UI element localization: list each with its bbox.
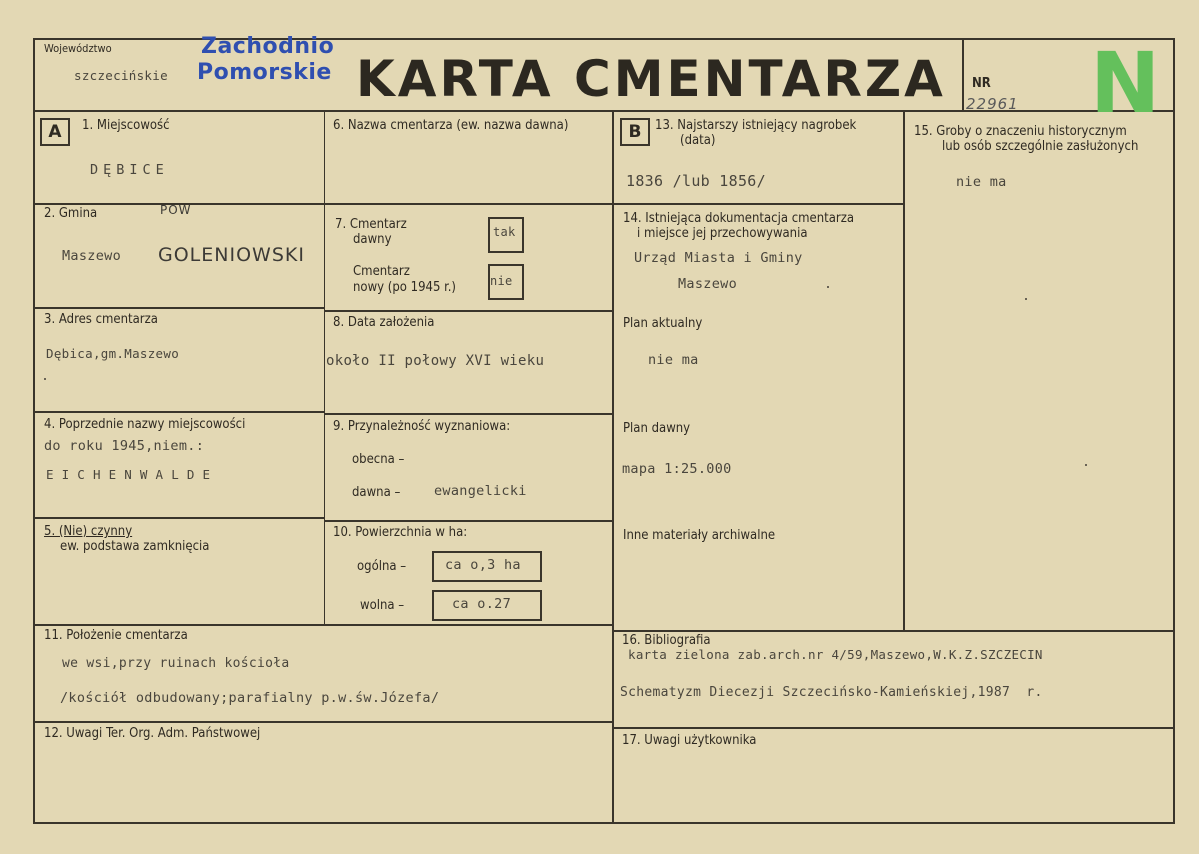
rule-lower-1 bbox=[35, 624, 614, 626]
field-14-value-line1: Urząd Miasta i Gminy bbox=[634, 250, 803, 266]
frame-bottom bbox=[33, 822, 1175, 824]
frame-right bbox=[1173, 38, 1175, 824]
section-b-mark: B bbox=[620, 118, 650, 146]
field-8-label: 8. Data założenia bbox=[333, 315, 435, 330]
field-11-value-line2: /kościół odbudowany;parafialny p.w.św.Józefa/ bbox=[60, 690, 440, 706]
field-8-value: około II połowy XVI wieku bbox=[326, 353, 545, 369]
col-divider-3 bbox=[903, 112, 905, 630]
field-6-label: 6. Nazwa cmentarza (ew. nazwa dawna) bbox=[333, 118, 569, 133]
rule-lower-1b bbox=[614, 630, 1175, 632]
field-14-label-line1: 14. Istniejąca dokumentacja cmentarza bbox=[623, 211, 854, 226]
field-5-label-line1: 5. (Nie) czynny bbox=[44, 524, 133, 539]
field-10-ogolna-label: ogólna – bbox=[357, 559, 407, 574]
stamp-zachodnio: Zachodnio bbox=[201, 34, 335, 59]
field-16-value-line1: karta zielona zab.arch.nr 4/59,Maszewo,W.K.Z.SZCZECIN bbox=[628, 647, 1043, 662]
field-10-ogolna-value: ca o,3 ha bbox=[445, 557, 521, 573]
field-2-annotation: POW bbox=[160, 203, 192, 217]
inne-materialy-label: Inne materiały archiwalne bbox=[623, 528, 776, 543]
field-4-value-line2: E I C H E N W A L D E bbox=[46, 467, 211, 482]
field-7b-value: nie bbox=[490, 274, 513, 288]
plan-dawny-value: mapa 1:25.000 bbox=[622, 461, 732, 477]
field-14-label-line2: i miejsce jej przechowywania bbox=[637, 226, 808, 241]
rule-left-2 bbox=[35, 307, 325, 309]
field-2-value: Maszewo bbox=[62, 248, 121, 264]
field-13-value: 1836 /lub 1856/ bbox=[626, 172, 766, 190]
rule-mid-3 bbox=[325, 413, 613, 415]
rule-left-3 bbox=[35, 411, 325, 413]
field-11-value-line1: we wsi,przy ruinach kościoła bbox=[62, 656, 290, 671]
rule-mid-1 bbox=[325, 203, 613, 205]
rule-mid-4 bbox=[325, 520, 613, 522]
field-15-label-line1: 15. Groby o znaczeniu historycznym bbox=[914, 124, 1127, 139]
field-5-label-line2: ew. podstawa zamknięcia bbox=[60, 539, 210, 554]
field-17-label: 17. Uwagi użytkownika bbox=[622, 733, 757, 748]
green-letter-stamp: N bbox=[1090, 34, 1161, 132]
field-10-wolna-value: ca o.27 bbox=[452, 596, 511, 612]
field-12-label: 12. Uwagi Ter. Org. Adm. Państwowej bbox=[44, 726, 261, 741]
field-1-value: DĘBICE bbox=[90, 162, 169, 178]
rule-lower-2b bbox=[614, 727, 1175, 729]
plan-dawny-label: Plan dawny bbox=[623, 421, 691, 436]
field-7a-value: tak bbox=[493, 225, 516, 239]
field-2-handwritten: GOLENIOWSKI bbox=[158, 244, 305, 266]
field-7b-label-line1: Cmentarz bbox=[353, 264, 410, 279]
field-9-dawna-value: ewangelicki bbox=[434, 483, 527, 499]
field-7a-label-line2: dawny bbox=[353, 232, 392, 247]
field-1-label: 1. Miejscowość bbox=[82, 118, 170, 133]
card-title: KARTA CMENTARZA bbox=[356, 50, 946, 108]
wojewodztwo-label: Województwo bbox=[44, 42, 112, 55]
rule-mid-2 bbox=[325, 310, 613, 312]
field-16-value-line2: Schematyzm Diecezji Szczecińsko-Kamieńskiej,1987 r. bbox=[620, 685, 1043, 700]
rule-left-4 bbox=[35, 517, 325, 519]
paper-speck bbox=[1025, 298, 1027, 300]
plan-aktualny-value: nie ma bbox=[648, 352, 699, 368]
col-divider-1 bbox=[324, 112, 325, 624]
rule-lower-2 bbox=[35, 721, 614, 723]
field-9-dawna-label: dawna – bbox=[352, 485, 401, 500]
paper-speck bbox=[44, 378, 46, 380]
field-10-wolna-label: wolna – bbox=[360, 598, 405, 613]
paper-speck bbox=[1085, 464, 1087, 466]
wojewodztwo-typed: szczecińskie bbox=[74, 68, 168, 83]
field-13-label-line2: (data) bbox=[680, 133, 716, 148]
field-4-label: 4. Poprzednie nazwy miejscowości bbox=[44, 417, 246, 432]
field-13-label-line1: 13. Najstarszy istniejący nagrobek bbox=[655, 118, 857, 133]
stamp-pomorskie: Pomorskie bbox=[197, 60, 332, 85]
col-divider-2 bbox=[612, 112, 614, 824]
field-9-obecna-label: obecna – bbox=[352, 452, 405, 467]
section-a-mark: A bbox=[40, 118, 70, 146]
field-4-value-line1: do roku 1945,niem.: bbox=[44, 438, 205, 454]
nr-value: 22961 bbox=[966, 95, 1019, 113]
nr-label: NR bbox=[972, 76, 991, 91]
frame-left bbox=[33, 38, 35, 824]
field-7b-label-line2: nowy (po 1945 r.) bbox=[353, 280, 456, 295]
field-15-value: nie ma bbox=[956, 174, 1007, 190]
field-14-value-line2: Maszewo bbox=[678, 276, 737, 292]
field-3-label: 3. Adres cmentarza bbox=[44, 312, 158, 327]
field-16-label: 16. Bibliografia bbox=[622, 633, 711, 648]
plan-aktualny-label: Plan aktualny bbox=[623, 316, 703, 331]
field-7a-label-line1: 7. Cmentarz bbox=[335, 217, 407, 232]
field-10-label: 10. Powierzchnia w ha: bbox=[333, 525, 468, 540]
field-11-label: 11. Położenie cmentarza bbox=[44, 628, 188, 643]
field-9-label: 9. Przynależność wyznaniowa: bbox=[333, 419, 511, 434]
paper-speck bbox=[827, 286, 829, 288]
field-15-label-line2: lub osób szczególnie zasłużonych bbox=[942, 139, 1139, 154]
field-3-value: Dębica,gm.Maszewo bbox=[46, 346, 180, 361]
field-2-label: 2. Gmina bbox=[44, 206, 98, 221]
rule-b-1 bbox=[614, 203, 904, 205]
nr-box-left-rule bbox=[962, 40, 964, 112]
